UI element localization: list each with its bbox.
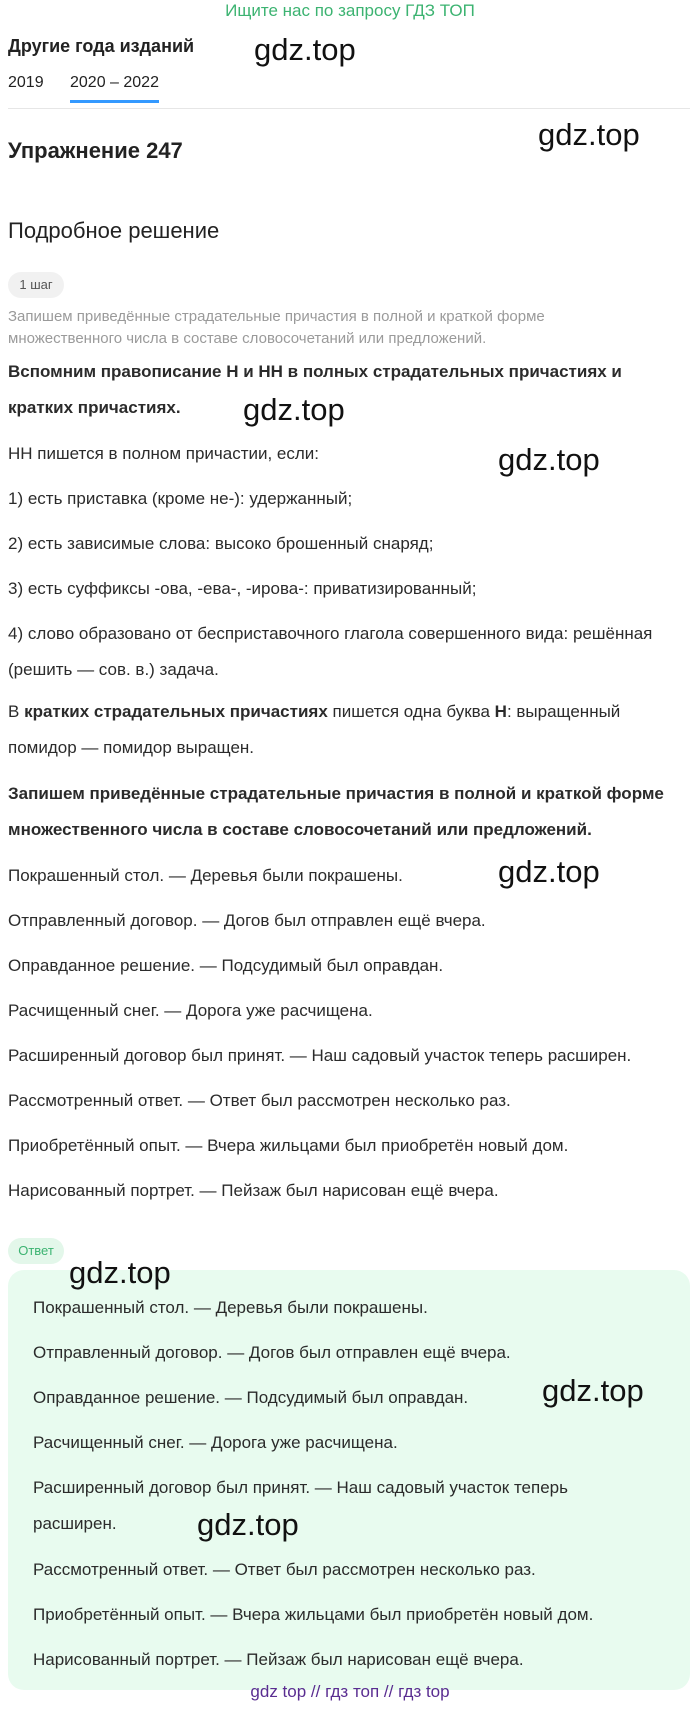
short-rule-middle: пишется одна буква	[332, 702, 490, 721]
watermark: gdz.top	[254, 32, 356, 67]
sentence: Расчищенный снег. — Дорога уже расчищена.	[8, 1001, 373, 1020]
answer-sentence: Покрашенный стол. — Деревья были покрашены.	[33, 1298, 428, 1317]
year-tab-2020-2022[interactable]: 2020 – 2022	[70, 74, 159, 103]
answer-sentence: Рассмотренный ответ. — Ответ был рассмотрен несколько раз.	[33, 1560, 536, 1579]
watermark: gdz.top	[498, 854, 600, 889]
watermark: gdz.top	[69, 1255, 171, 1290]
rule-heading: Вспомним правописание Н и НН в полных страдательных причастиях и кратких причастиях.	[8, 362, 622, 417]
watermark: gdz.top	[498, 442, 600, 477]
sentence: Приобретённый опыт. — Вчера жильцами был приобретён новый дом.	[8, 1136, 569, 1155]
answer-sentence: Отправленный договор. — Догов был отправлен ещё вчера.	[33, 1343, 511, 1362]
short-rule-letter: Н	[494, 702, 507, 721]
short-rule	[8, 694, 688, 766]
intro-text: Запишем приведённые страдательные причастия в полной и краткой форме множественного числа в составе словосочетаний или предложений.	[8, 308, 545, 347]
task-heading: Запишем приведённые страдательные причастия в полной и краткой форме множественного числа в составе словосочетаний или предложений.	[8, 784, 664, 839]
answer-badge: Ответ	[8, 1238, 64, 1264]
other-years-title: Другие года изданий	[8, 36, 195, 56]
short-rule-suffix: : выращенный помидор — помидор выращен.	[8, 702, 621, 757]
short-rule-bold: кратких страдательных причастиях	[24, 702, 328, 721]
exercise-title: Упражнение 247	[8, 138, 183, 163]
answer-sentence: Расширенный договор был принят. — Наш садовый участок теперь расширен.	[33, 1478, 568, 1533]
answer-sentence: Нарисованный портрет. — Пейзаж был нарисован ещё вчера.	[33, 1650, 524, 1669]
watermark: gdz.top	[538, 117, 640, 152]
short-rule-prefix: В	[8, 702, 20, 721]
year-tab-2019[interactable]: 2019	[8, 74, 44, 91]
rule-item: 1) есть приставка (кроме не-): удержанный;	[8, 489, 353, 508]
solution-title: Подробное решение	[8, 218, 220, 243]
rules-lead: НН пишется в полном причастии, если:	[8, 444, 320, 463]
footer-links[interactable]: gdz top // гдз топ // гдз top	[250, 1682, 450, 1701]
top-banner[interactable]: Ищите нас по запросу ГДЗ ТОП	[225, 1, 475, 20]
watermark: gdz.top	[542, 1373, 644, 1408]
watermark: gdz.top	[197, 1507, 299, 1542]
rule-item: 2) есть зависимые слова: высоко брошенный снаряд;	[8, 534, 434, 553]
step-badge: 1 шаг	[8, 272, 64, 298]
answer-sentence: Приобретённый опыт. — Вчера жильцами был приобретён новый дом.	[33, 1605, 594, 1624]
watermark: gdz.top	[243, 392, 345, 427]
sentence: Отправленный договор. — Догов был отправлен ещё вчера.	[8, 911, 486, 930]
sentence: Покрашенный стол. — Деревья были покрашены.	[8, 866, 403, 885]
rule-item: 4) слово образовано от бесприставочного глагола совершенного вида: решённая (решить — сов. в.) задача.	[8, 624, 653, 679]
divider	[8, 108, 690, 109]
sentence: Рассмотренный ответ. — Ответ был рассмотрен несколько раз.	[8, 1091, 511, 1110]
sentence: Оправданное решение. — Подсудимый был оправдан.	[8, 956, 444, 975]
sentence: Расширенный договор был принят. — Наш садовый участок теперь расширен.	[8, 1046, 632, 1065]
rule-item: 3) есть суффиксы -ова, -ева-, -ирова-: приватизированный;	[8, 579, 477, 598]
answer-sentence: Оправданное решение. — Подсудимый был оправдан.	[33, 1388, 469, 1407]
sentence: Нарисованный портрет. — Пейзаж был нарисован ещё вчера.	[8, 1181, 499, 1200]
answer-sentence: Расчищенный снег. — Дорога уже расчищена.	[33, 1433, 398, 1452]
